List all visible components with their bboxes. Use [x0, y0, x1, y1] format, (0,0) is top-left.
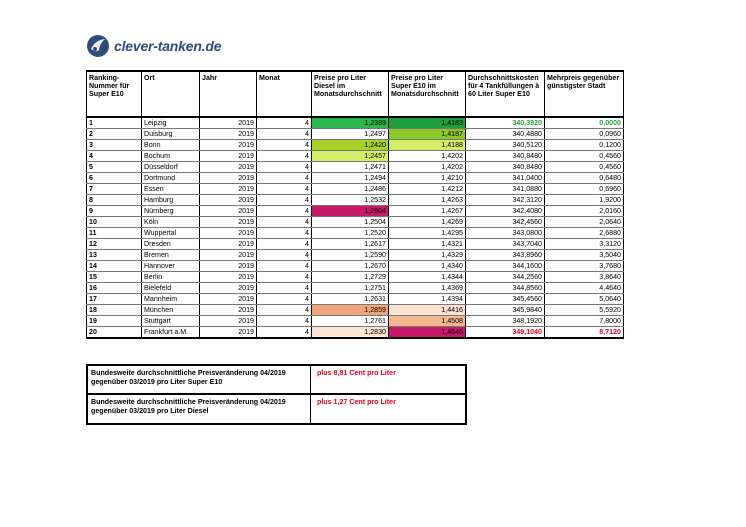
table-row	[87, 151, 624, 162]
cell-extra: 0,6960	[545, 184, 624, 195]
cell-month: 4	[257, 162, 312, 173]
table-row	[87, 327, 624, 339]
summary-divider	[310, 366, 311, 393]
cell-city: Bonn	[142, 140, 200, 151]
cell-month: 4	[257, 272, 312, 283]
cell-rank: 2	[87, 129, 142, 140]
header-spacer	[87, 106, 624, 117]
cell-diesel: 1,2532	[312, 195, 389, 206]
cell-rank: 19	[87, 316, 142, 327]
header-row	[87, 71, 624, 106]
cell-e10: 1,4202	[389, 162, 466, 173]
cell-month: 4	[257, 327, 312, 339]
table-row	[87, 261, 624, 272]
summary-e10-value: plus 8,81 Cent pro Liter	[317, 369, 396, 377]
cell-year: 2019	[200, 327, 257, 339]
table-row	[87, 272, 624, 283]
cell-rank: 16	[87, 283, 142, 294]
table-row	[87, 162, 624, 173]
cell-e10: 1,4340	[389, 261, 466, 272]
cell-city: Wuppertal	[142, 228, 200, 239]
cell-city: München	[142, 305, 200, 316]
cell-year: 2019	[200, 206, 257, 217]
cell-diesel: 1,2389	[312, 117, 389, 129]
summary-diesel-label: Bundesweite durchschnittliche Preisveränderung 04/2019 gegenüber 03/2019 pro Liter Diesel	[91, 398, 286, 415]
cell-avg-cost: 343,8960	[466, 250, 545, 261]
cell-city: Mannheim	[142, 294, 200, 305]
cell-rank: 9	[87, 206, 142, 217]
cell-diesel: 1,2830	[312, 327, 389, 339]
cell-e10: 1,4263	[389, 195, 466, 206]
table-row	[87, 173, 624, 184]
cell-avg-cost: 340,8480	[466, 151, 545, 162]
cell-extra: 3,5040	[545, 250, 624, 261]
cell-extra: 0,4560	[545, 162, 624, 173]
cell-extra: 2,6880	[545, 228, 624, 239]
cell-month: 4	[257, 117, 312, 129]
cell-year: 2019	[200, 173, 257, 184]
price-ranking-table	[86, 70, 624, 339]
summary-e10	[86, 364, 467, 395]
summary-e10-label: Bundesweite durchschnittliche Preisveränderung 04/2019 gegenüber 03/2019 pro Liter Super E10	[91, 369, 286, 386]
cell-diesel: 1,2751	[312, 283, 389, 294]
cell-city: Bielefeld	[142, 283, 200, 294]
cell-e10: 1,4269	[389, 217, 466, 228]
col-header-month: Monat	[257, 71, 312, 106]
cell-year: 2019	[200, 272, 257, 283]
cell-avg-cost: 348,1920	[466, 316, 545, 327]
cell-diesel: 1,2420	[312, 140, 389, 151]
cell-city: Bochum	[142, 151, 200, 162]
table-row	[87, 305, 624, 316]
cell-diesel: 1,2590	[312, 250, 389, 261]
cell-month: 4	[257, 151, 312, 162]
cell-diesel: 1,2859	[312, 305, 389, 316]
table-body	[87, 117, 624, 338]
cell-city: Hamburg	[142, 195, 200, 206]
cell-month: 4	[257, 129, 312, 140]
cell-rank: 11	[87, 228, 142, 239]
cell-city: Stuttgart	[142, 316, 200, 327]
cell-rank: 7	[87, 184, 142, 195]
cell-year: 2019	[200, 294, 257, 305]
cell-month: 4	[257, 283, 312, 294]
table-row	[87, 316, 624, 327]
fuel-drop-logo-icon	[86, 34, 110, 58]
cell-avg-cost: 340,3920	[466, 117, 545, 129]
cell-diesel: 1,2904	[312, 206, 389, 217]
cell-rank: 6	[87, 173, 142, 184]
cell-e10: 1,4329	[389, 250, 466, 261]
cell-diesel: 1,2471	[312, 162, 389, 173]
table-row	[87, 217, 624, 228]
table-row	[87, 129, 624, 140]
table-row	[87, 283, 624, 294]
cell-month: 4	[257, 184, 312, 195]
col-header-rank: Ranking-Nummer für Super E10	[87, 71, 142, 106]
table-row	[87, 294, 624, 305]
cell-month: 4	[257, 195, 312, 206]
cell-e10: 1,4344	[389, 272, 466, 283]
cell-extra: 7,8000	[545, 316, 624, 327]
cell-extra: 0,1200	[545, 140, 624, 151]
cell-rank: 4	[87, 151, 142, 162]
cell-diesel: 1,2520	[312, 228, 389, 239]
cell-month: 4	[257, 228, 312, 239]
cell-e10: 1,4202	[389, 151, 466, 162]
cell-extra: 0,4560	[545, 151, 624, 162]
cell-year: 2019	[200, 217, 257, 228]
table-row	[87, 117, 624, 129]
col-header-diesel: Preise pro Liter Diesel im Monatsdurchschnitt	[312, 71, 389, 106]
cell-diesel: 1,2617	[312, 239, 389, 250]
cell-city: Köln	[142, 217, 200, 228]
col-header-extra: Mehrpreis gegenüber günstigster Stadt	[545, 71, 624, 106]
cell-avg-cost: 349,1040	[466, 327, 545, 339]
table-row	[87, 206, 624, 217]
cell-extra: 0,0000	[545, 117, 624, 129]
summary-diesel	[86, 393, 467, 425]
cell-year: 2019	[200, 129, 257, 140]
cell-city: Dortmund	[142, 173, 200, 184]
cell-avg-cost: 345,4560	[466, 294, 545, 305]
cell-e10: 1,4212	[389, 184, 466, 195]
cell-extra: 5,5920	[545, 305, 624, 316]
summary-diesel-value: plus 1,27 Cent pro Liter	[317, 398, 396, 406]
cell-month: 4	[257, 250, 312, 261]
cell-extra: 5,0640	[545, 294, 624, 305]
cell-city: Duisburg	[142, 129, 200, 140]
brand-logo	[86, 33, 221, 59]
cell-diesel: 1,2497	[312, 129, 389, 140]
cell-rank: 10	[87, 217, 142, 228]
cell-rank: 20	[87, 327, 142, 339]
cell-year: 2019	[200, 239, 257, 250]
cell-avg-cost: 341,0880	[466, 184, 545, 195]
cell-year: 2019	[200, 316, 257, 327]
cell-diesel: 1,2504	[312, 217, 389, 228]
cell-month: 4	[257, 316, 312, 327]
cell-city: Frankfurt a.M.	[142, 327, 200, 339]
cell-rank: 13	[87, 250, 142, 261]
brand-name: clever-tanken.de	[114, 38, 222, 54]
cell-rank: 15	[87, 272, 142, 283]
cell-city: Bremen	[142, 250, 200, 261]
cell-year: 2019	[200, 117, 257, 129]
cell-avg-cost: 342,4080	[466, 206, 545, 217]
cell-city: Hannover	[142, 261, 200, 272]
cell-avg-cost: 344,1600	[466, 261, 545, 272]
cell-year: 2019	[200, 195, 257, 206]
cell-avg-cost: 343,7040	[466, 239, 545, 250]
cell-extra: 0,6480	[545, 173, 624, 184]
cell-extra: 2,0160	[545, 206, 624, 217]
cell-month: 4	[257, 239, 312, 250]
cell-year: 2019	[200, 305, 257, 316]
cell-city: Düsseldorf	[142, 162, 200, 173]
cell-city: Berlin	[142, 272, 200, 283]
cell-avg-cost: 344,8560	[466, 283, 545, 294]
cell-e10: 1,4646	[389, 327, 466, 339]
cell-rank: 17	[87, 294, 142, 305]
table-row	[87, 184, 624, 195]
cell-rank: 5	[87, 162, 142, 173]
cell-extra: 1,9200	[545, 195, 624, 206]
cell-avg-cost: 342,3120	[466, 195, 545, 206]
cell-avg-cost: 342,4560	[466, 217, 545, 228]
summary-divider	[310, 395, 311, 423]
cell-extra: 0,0960	[545, 129, 624, 140]
cell-rank: 14	[87, 261, 142, 272]
col-header-avg-cost: Durchschnittskosten für 4 Tankfüllungen à 60 Liter Super E10	[466, 71, 545, 106]
cell-e10: 1,4416	[389, 305, 466, 316]
cell-e10: 1,4369	[389, 283, 466, 294]
cell-city: Leipzig	[142, 117, 200, 129]
cell-diesel: 1,2494	[312, 173, 389, 184]
cell-avg-cost: 341,0400	[466, 173, 545, 184]
cell-year: 2019	[200, 184, 257, 195]
cell-e10: 1,4210	[389, 173, 466, 184]
col-header-e10: Preise pro Liter Super E10 im Monatsdurchschnitt	[389, 71, 466, 106]
table-row	[87, 239, 624, 250]
cell-e10: 1,4183	[389, 117, 466, 129]
cell-diesel: 1,2631	[312, 294, 389, 305]
cell-avg-cost: 340,8480	[466, 162, 545, 173]
cell-e10: 1,4267	[389, 206, 466, 217]
cell-e10: 1,4188	[389, 140, 466, 151]
cell-month: 4	[257, 217, 312, 228]
cell-month: 4	[257, 206, 312, 217]
cell-e10: 1,4394	[389, 294, 466, 305]
cell-diesel: 1,2457	[312, 151, 389, 162]
cell-avg-cost: 344,2560	[466, 272, 545, 283]
cell-city: Essen	[142, 184, 200, 195]
cell-rank: 3	[87, 140, 142, 151]
cell-rank: 12	[87, 239, 142, 250]
col-header-city: Ort	[142, 71, 200, 106]
cell-diesel: 1,2729	[312, 272, 389, 283]
cell-e10: 1,4321	[389, 239, 466, 250]
cell-extra: 3,7680	[545, 261, 624, 272]
cell-avg-cost: 340,5120	[466, 140, 545, 151]
cell-avg-cost: 340,4880	[466, 129, 545, 140]
cell-extra: 8,7120	[545, 327, 624, 339]
cell-avg-cost: 343,0800	[466, 228, 545, 239]
cell-diesel: 1,2761	[312, 316, 389, 327]
table-row	[87, 195, 624, 206]
cell-extra: 4,4640	[545, 283, 624, 294]
cell-month: 4	[257, 294, 312, 305]
cell-year: 2019	[200, 151, 257, 162]
cell-diesel: 1,2486	[312, 184, 389, 195]
cell-year: 2019	[200, 162, 257, 173]
table-row	[87, 250, 624, 261]
table-row	[87, 228, 624, 239]
cell-year: 2019	[200, 228, 257, 239]
cell-avg-cost: 345,9840	[466, 305, 545, 316]
cell-year: 2019	[200, 283, 257, 294]
table-row	[87, 140, 624, 151]
cell-e10: 1,4508	[389, 316, 466, 327]
cell-rank: 8	[87, 195, 142, 206]
cell-rank: 1	[87, 117, 142, 129]
cell-extra: 3,3120	[545, 239, 624, 250]
cell-month: 4	[257, 305, 312, 316]
cell-rank: 18	[87, 305, 142, 316]
cell-city: Nürnberg	[142, 206, 200, 217]
cell-month: 4	[257, 173, 312, 184]
cell-extra: 3,8640	[545, 272, 624, 283]
col-header-year: Jahr	[200, 71, 257, 106]
cell-year: 2019	[200, 261, 257, 272]
cell-month: 4	[257, 261, 312, 272]
cell-city: Dresden	[142, 239, 200, 250]
cell-year: 2019	[200, 140, 257, 151]
cell-e10: 1,4187	[389, 129, 466, 140]
cell-year: 2019	[200, 250, 257, 261]
cell-extra: 2,0640	[545, 217, 624, 228]
cell-month: 4	[257, 140, 312, 151]
cell-diesel: 1,2670	[312, 261, 389, 272]
cell-e10: 1,4295	[389, 228, 466, 239]
